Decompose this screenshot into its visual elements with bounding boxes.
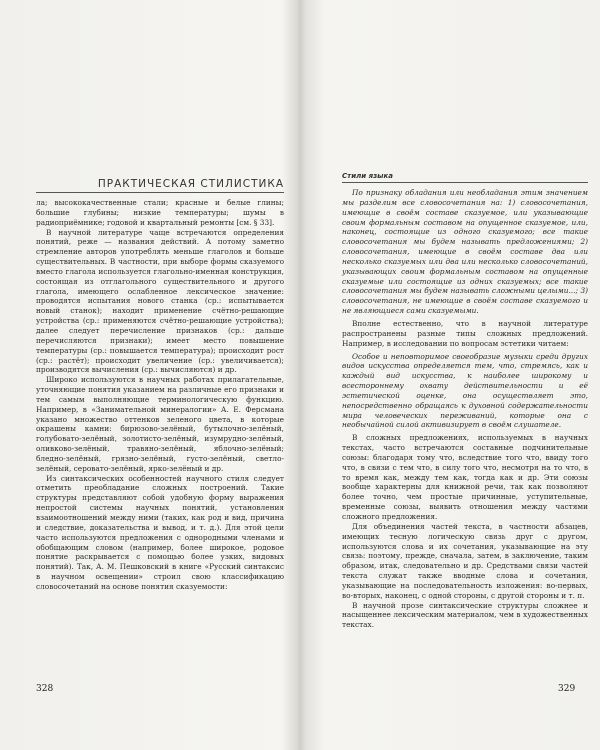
running-head-left: ПРАКТИЧЕСКАЯ СТИЛИСТИКА [36, 178, 284, 193]
page-number-left: 328 [36, 684, 54, 694]
left-page-body [36, 198, 284, 592]
running-head-right: Стили языка [342, 172, 588, 183]
paragraph: В сложных предложениях, используемых в научных текстах, часто встречаются составные подчинительные союзы: благодаря тому что, вследствие того что, ввиду того что, в связи с тем что, в силу того что, несмотря на то что, в то время как, между тем как, тогда как и др. Эти союзы вообще характерны для книжной речи, так как позволяют более точно, чем простые причинные, уступительные, временные союзы, выявить отношения между частями сложного предложения. [342, 433, 588, 521]
paragraph: В научной прозе синтаксические структуры сложнее и насыщеннее лексическим материалом, чем в художественных текстах. [342, 600, 588, 630]
paragraph: Вполне естественно, что в научной литературе распространены разные типы сложных предложений. Например, в исследовании по вопросам эстетики читаем: [342, 318, 588, 348]
paragraph: В научной литературе чаще встречаются определения понятий, реже — названия действий. А потому заметно стремление авторов употреблять меньше глаголов и больше существительных. В частности, при выборе формы сказуемого вместо глагола используется глагольно-именная конструкция, состоящая из отглагольного существительного и другого глагола, имеющего ослабленное лексическое значение: проводятся испытания нового станка (ср.: испытывается новый станок); находит применение счётно-решающие устройства (ср.: применяются счётно-решающие устройства); далее следует перечисление признаков (ср.: дальше перечисляются признаки); имеет место повышение температуры (ср.: повышается температура); происходит рост (ср.: растёт); происходит увеличение (ср.: увеличивается); производятся вычисления (ср.: вычисляются) и др. [36, 227, 284, 375]
right-page-body [342, 188, 588, 630]
right-page [300, 0, 600, 750]
paragraph: Из синтаксических особенностей научного стиля следует отметить преобладание сложных построений. Такие структуры представляют собой удобную форму выражения непростой системы научных понятий, установления взаимоотношений между ними (таких, как род и вид, причина и следствие, доказательства и вывод, и т. д.). Для этой цели часто используются предложения с однородными членами и обобщающим словом (например, более широкое, родовое понятие раскрывается с помощью более узких, видовых понятий). Так, А. М. Пешковский в книге «Русский синтаксис в научном освещении» строил свою классификацию словосочетаний на основе понятия сказуемости: [36, 473, 284, 591]
page-number-right: 329 [558, 684, 576, 694]
paragraph: ла; высококачественные стали; красные и белые глины; большие глубины; низкие температуры; шумы в радиоприёмнике; годовой и квартальный ремонты [см. § 33]. [36, 198, 284, 227]
block-quote: Особое и неповторимое своеобразие музыки среди других видов искусства определяется тем, что, стремясь, как и каждый вид искусства, к наиболее широкому и всестороннему охвату действительности и её эстетической оценке, она осуществляет это, непосредственно обращаясь к духовной содержательности мира человеческих переживаний, которые она с необычайной силой активизирует в своём слушателе. [342, 351, 588, 430]
paragraph: Широко используются в научных работах прилагательные, уточняющие понятия указанием на различные его признаки и тем самым выполняющие терминологическую функцию. Например, в «Занимательной минералогии» А. Е. Ферсмана указано множество оттенков зеленого цвета, в которые окрашены камни: бирюзово-зелёный, бутылочно-зелёный, голубовато-зелёный, золотисто-зелёный, изумрудно-зелёный, оливково-зелёный, травяно-зелёный, яблочно-зелёный; бледно-зелёный, грязно-зелёный, густо-зелёный, светло-зелёный, серовато-зелёный, ярко-зелёный и др. [36, 375, 284, 473]
paragraph: Для объединения частей текста, в частности абзацев, имеющих тесную логическую связь друг с другом, используются слова и их сочетания, указывающие на эту связь: поэтому, прежде, сначала, затем, в заключение, таким образом, итак, следовательно и др. Средствами связи частей текста служат также вводные слова и сочетания, указывающие на последовательность изложения: во-первых, во-вторых, наконец, с одной стороны, с другой стороны и т. п. [342, 521, 588, 600]
block-quote: По признаку обладания или необладания этим значением мы разделим все словосочетания на: 1) словосочетания, имеющие в своём составе сказуемое, или указывающие своим формальным составом на опущенное сказуемое, или, наконец, состоящие из одного сказуемого; все такие словосочетания мы будем называть предложениями; 2) словосочетания, имеющие в своём составе два или несколько сказуемых или два или несколько словосочетаний, указывающих своим формальным составом на опущенные сказуемые или состоящие из одних сказуемых; все такие словосочетания мы будем называть сложными целыми...; 3) словосочетания, не имеющие в своём составе сказуемого и не являющиеся сами сказуемыми. [342, 188, 588, 316]
